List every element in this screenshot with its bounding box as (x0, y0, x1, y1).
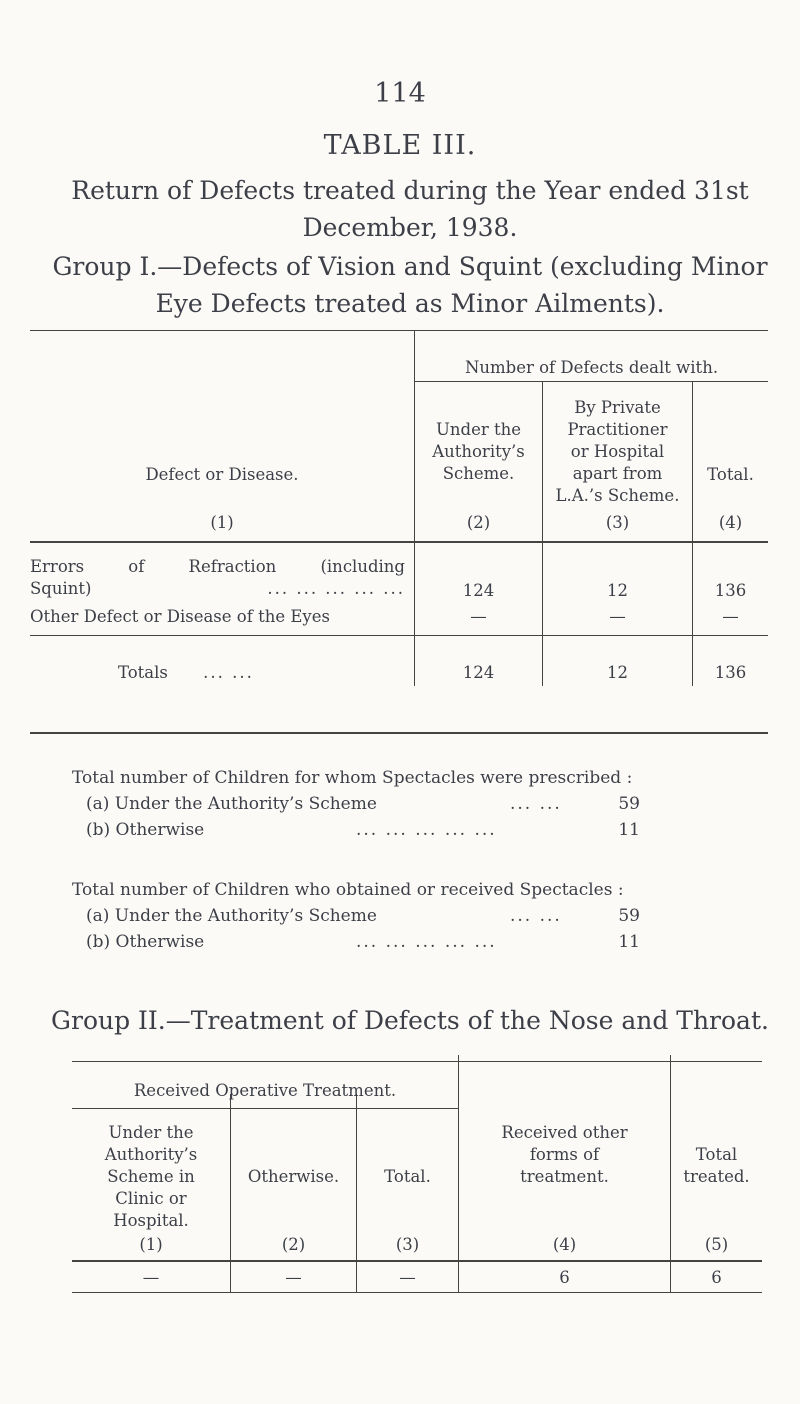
group2-col1-num: (1) (139, 1235, 163, 1254)
table-cell: 6 (559, 1268, 570, 1287)
stat-value: 11 (618, 932, 640, 952)
group1-col2-label: Under the Authority’s Scheme. (432, 420, 525, 483)
table-row-label: Squint) ... ... ... ... ... (30, 579, 405, 598)
table-cell: — (609, 607, 626, 626)
stat-leader: ... ... (510, 906, 562, 926)
group1-col2-num: (2) (466, 513, 491, 532)
table-rule (30, 541, 768, 543)
table-rule (72, 1061, 762, 1062)
group1-col3-label: By Private Practitioner or Hospital apart from L.A.’s Scheme. (555, 398, 680, 505)
table-cell: — (285, 1268, 302, 1287)
group2-header-span: Received Operative Treatment. (133, 1081, 397, 1100)
table-rule (30, 732, 768, 734)
group1-header-span: Number of Defects dealt with. (464, 358, 719, 377)
stat-leader: ... ... ... ... ... (356, 820, 497, 840)
stat-label: (a) Under the Authority’s Scheme (86, 794, 377, 814)
table-cell: — (470, 607, 487, 626)
table-rule (72, 1260, 762, 1262)
group1-col4-num: (4) (718, 513, 743, 532)
stat-value: 59 (618, 906, 640, 926)
group2-col2-label: Otherwise. (247, 1167, 340, 1186)
group1-col3-num: (3) (605, 513, 630, 532)
group1-col1-label: Defect or Disease. (145, 465, 299, 484)
table-rule (356, 1094, 357, 1292)
page-number: 114 (374, 78, 426, 109)
table-cell: 124 (462, 581, 495, 600)
table-row-label: Errors of Refraction (including (30, 557, 405, 576)
stat-label: (b) Otherwise (86, 820, 205, 840)
group2-col2-num: (2) (281, 1235, 306, 1254)
table-rule (415, 381, 768, 382)
table-rule (72, 1108, 458, 1109)
group2-col5-num: (5) (704, 1235, 729, 1254)
table-cell: 124 (462, 663, 495, 682)
group2-col4-num: (4) (552, 1235, 577, 1254)
group1-title: Group I.—Defects of Vision and Squint (excluding Minor Eye Defects treated as Minor Ailments). (52, 252, 768, 318)
group2-title: Group II.—Treatment of Defects of the Nose and Throat. (51, 1006, 769, 1035)
table-rule (414, 331, 415, 686)
table-title: TABLE III. (323, 130, 477, 161)
table-rule (230, 1094, 231, 1292)
group2-col3-label: Total. (384, 1167, 431, 1186)
table-rule (30, 635, 768, 636)
group1-col4-label: Total. (707, 465, 754, 484)
group2-col3-num: (3) (395, 1235, 420, 1254)
group1-col1-num: (1) (210, 513, 234, 532)
table-rule (72, 1292, 762, 1293)
group2-col4-label: Received other forms of treatment. (501, 1123, 628, 1186)
stat-value: 59 (618, 794, 640, 814)
table-cell: 136 (714, 581, 747, 600)
table-cell: — (399, 1268, 416, 1287)
stat-leader: ... ... (510, 794, 562, 814)
table-cell: — (722, 607, 739, 626)
table-subtitle: Return of Defects treated during the Year ended 31st December, 1938. (71, 176, 749, 242)
stat-heading: Total number of Children who obtained or received Spectacles : (72, 880, 624, 900)
stat-label: (b) Otherwise (86, 932, 205, 952)
stat-heading: Total number of Children for whom Spectacles were prescribed : (72, 768, 633, 788)
table-cell: 136 (714, 663, 747, 682)
table-cell: — (142, 1268, 160, 1287)
table-row-label: Other Defect or Disease of the Eyes (30, 607, 330, 626)
totals-label: Totals ... ... (118, 663, 254, 682)
table-cell: 12 (607, 663, 628, 682)
group2-col5-label: Total treated. (683, 1145, 750, 1186)
table-cell: 12 (607, 581, 628, 600)
stat-value: 11 (618, 820, 640, 840)
table-rule (30, 330, 768, 331)
stat-leader: ... ... ... ... ... (356, 932, 497, 952)
table-cell: 6 (711, 1268, 722, 1287)
stat-label: (a) Under the Authority’s Scheme (86, 906, 377, 926)
group2-col1-label: Under the Authority’s Scheme in Clinic or Hospital. (104, 1123, 198, 1230)
